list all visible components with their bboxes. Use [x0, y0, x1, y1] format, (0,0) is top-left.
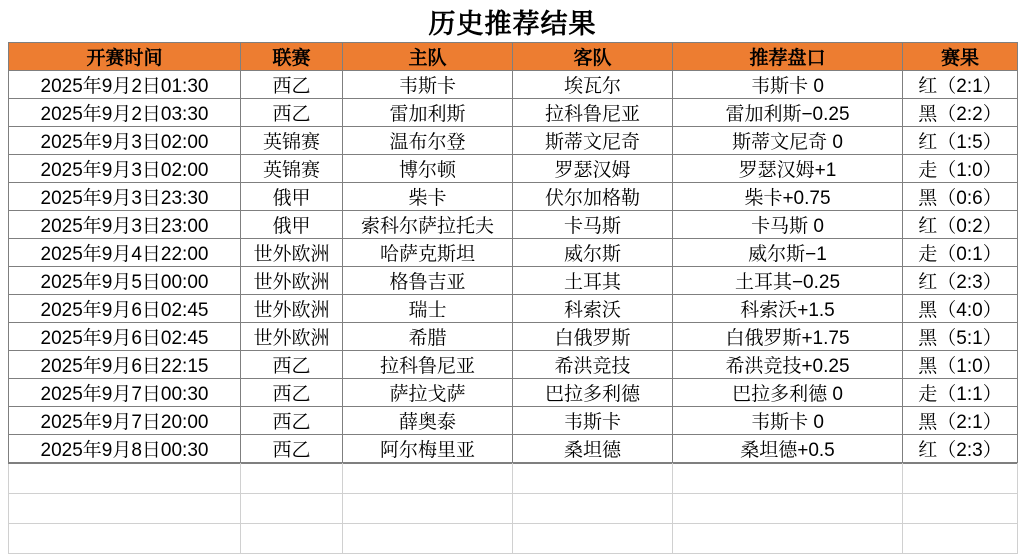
cell-handicap: 威尔斯−1 [673, 239, 903, 267]
empty-cell [9, 464, 241, 494]
cell-away-team: 桑坦德 [513, 435, 673, 463]
cell-result: 黑（2:1） [903, 407, 1018, 435]
empty-cell [513, 524, 673, 554]
cell-home-team: 索科尔萨拉托夫 [343, 211, 513, 239]
empty-cell [343, 524, 513, 554]
cell-league: 英锦赛 [241, 127, 343, 155]
cell-time: 2025年9月2日03:30 [9, 99, 241, 127]
cell-time: 2025年9月6日02:45 [9, 323, 241, 351]
cell-home-team: 哈萨克斯坦 [343, 239, 513, 267]
cell-away-team: 罗瑟汉姆 [513, 155, 673, 183]
cell-handicap: 韦斯卡 0 [673, 71, 903, 99]
cell-away-team: 埃瓦尔 [513, 71, 673, 99]
column-header-league: 联赛 [241, 43, 343, 71]
cell-home-team: 希腊 [343, 323, 513, 351]
cell-handicap: 柴卡+0.75 [673, 183, 903, 211]
cell-handicap: 桑坦德+0.5 [673, 435, 903, 463]
cell-handicap: 罗瑟汉姆+1 [673, 155, 903, 183]
empty-row [9, 494, 1018, 524]
column-header-away-team: 客队 [513, 43, 673, 71]
cell-time: 2025年9月5日00:00 [9, 267, 241, 295]
cell-time: 2025年9月3日23:00 [9, 211, 241, 239]
column-header-time: 开赛时间 [9, 43, 241, 71]
empty-row [9, 524, 1018, 554]
empty-cell [673, 524, 903, 554]
page-title: 历史推荐结果 [428, 9, 597, 39]
cell-handicap: 卡马斯 0 [673, 211, 903, 239]
cell-league: 英锦赛 [241, 155, 343, 183]
cell-away-team: 威尔斯 [513, 239, 673, 267]
cell-home-team: 瑞士 [343, 295, 513, 323]
cell-league: 西乙 [241, 379, 343, 407]
empty-cell [241, 494, 343, 524]
table-row [9, 407, 1018, 435]
cell-time: 2025年9月7日00:30 [9, 379, 241, 407]
cell-league: 世外欧洲 [241, 295, 343, 323]
cell-time: 2025年9月4日22:00 [9, 239, 241, 267]
cell-time: 2025年9月8日00:30 [9, 435, 241, 463]
table-row [9, 379, 1018, 407]
cell-handicap: 斯蒂文尼奇 0 [673, 127, 903, 155]
cell-result: 黑（5:1） [903, 323, 1018, 351]
cell-handicap: 巴拉多利德 0 [673, 379, 903, 407]
empty-cell [673, 464, 903, 494]
cell-league: 俄甲 [241, 211, 343, 239]
cell-result: 黑（0:6） [903, 183, 1018, 211]
empty-cell [343, 464, 513, 494]
cell-away-team: 白俄罗斯 [513, 323, 673, 351]
cell-handicap: 土耳其−0.25 [673, 267, 903, 295]
cell-result: 走（0:1） [903, 239, 1018, 267]
table-row [9, 351, 1018, 379]
history-results-table [8, 42, 1018, 463]
cell-time: 2025年9月2日01:30 [9, 71, 241, 99]
empty-cell [903, 494, 1018, 524]
cell-home-team: 温布尔登 [343, 127, 513, 155]
table-row [9, 435, 1018, 463]
cell-away-team: 土耳其 [513, 267, 673, 295]
cell-result: 红（2:3） [903, 267, 1018, 295]
cell-home-team: 雷加利斯 [343, 99, 513, 127]
cell-handicap: 雷加利斯−0.25 [673, 99, 903, 127]
cell-home-team: 拉科鲁尼亚 [343, 351, 513, 379]
empty-cell [903, 524, 1018, 554]
cell-away-team: 斯蒂文尼奇 [513, 127, 673, 155]
cell-away-team: 希洪竞技 [513, 351, 673, 379]
empty-cell [343, 494, 513, 524]
empty-cell [241, 464, 343, 494]
empty-cell [903, 464, 1018, 494]
cell-handicap: 韦斯卡 0 [673, 407, 903, 435]
cell-away-team: 伏尔加格勒 [513, 183, 673, 211]
cell-away-team: 巴拉多利德 [513, 379, 673, 407]
cell-league: 世外欧洲 [241, 323, 343, 351]
cell-league: 世外欧洲 [241, 239, 343, 267]
cell-away-team: 拉科鲁尼亚 [513, 99, 673, 127]
cell-league: 西乙 [241, 99, 343, 127]
cell-home-team: 格鲁吉亚 [343, 267, 513, 295]
cell-handicap: 白俄罗斯+1.75 [673, 323, 903, 351]
empty-cell [9, 524, 241, 554]
table-header [9, 43, 1018, 71]
cell-home-team: 柴卡 [343, 183, 513, 211]
table-row [9, 99, 1018, 127]
cell-league: 西乙 [241, 407, 343, 435]
table-row [9, 127, 1018, 155]
column-header-result: 赛果 [903, 43, 1018, 71]
table-row [9, 155, 1018, 183]
table-row [9, 211, 1018, 239]
cell-handicap: 科索沃+1.5 [673, 295, 903, 323]
cell-result: 走（1:0） [903, 155, 1018, 183]
cell-result: 红（2:1） [903, 71, 1018, 99]
empty-cell [241, 524, 343, 554]
table-row [9, 323, 1018, 351]
cell-result: 红（1:5） [903, 127, 1018, 155]
cell-result: 黑（4:0） [903, 295, 1018, 323]
empty-cell [513, 464, 673, 494]
cell-home-team: 韦斯卡 [343, 71, 513, 99]
cell-league: 西乙 [241, 351, 343, 379]
cell-result: 红（2:3） [903, 435, 1018, 463]
cell-home-team: 博尔顿 [343, 155, 513, 183]
cell-league: 西乙 [241, 71, 343, 99]
cell-handicap: 希洪竞技+0.25 [673, 351, 903, 379]
cell-home-team: 阿尔梅里亚 [343, 435, 513, 463]
cell-home-team: 萨拉戈萨 [343, 379, 513, 407]
cell-time: 2025年9月6日02:45 [9, 295, 241, 323]
cell-time: 2025年9月6日22:15 [9, 351, 241, 379]
table-body [9, 71, 1018, 463]
empty-cell [9, 494, 241, 524]
column-header-home-team: 主队 [343, 43, 513, 71]
cell-league: 世外欧洲 [241, 267, 343, 295]
cell-time: 2025年9月7日20:00 [9, 407, 241, 435]
cell-result: 红（0:2） [903, 211, 1018, 239]
cell-time: 2025年9月3日23:30 [9, 183, 241, 211]
empty-cell [513, 494, 673, 524]
table-row [9, 295, 1018, 323]
cell-time: 2025年9月3日02:00 [9, 127, 241, 155]
cell-league: 俄甲 [241, 183, 343, 211]
cell-result: 黑（1:0） [903, 351, 1018, 379]
table-row [9, 183, 1018, 211]
cell-result: 走（1:1） [903, 379, 1018, 407]
table-header-row [9, 43, 1018, 71]
cell-away-team: 科索沃 [513, 295, 673, 323]
cell-away-team: 韦斯卡 [513, 407, 673, 435]
cell-home-team: 薛奥泰 [343, 407, 513, 435]
column-header-handicap: 推荐盘口 [673, 43, 903, 71]
cell-time: 2025年9月3日02:00 [9, 155, 241, 183]
table-row [9, 239, 1018, 267]
cell-away-team: 卡马斯 [513, 211, 673, 239]
empty-row [9, 464, 1018, 494]
table-row [9, 71, 1018, 99]
cell-league: 西乙 [241, 435, 343, 463]
cell-result: 黑（2:2） [903, 99, 1018, 127]
empty-rows-area [8, 463, 1017, 554]
table-row [9, 267, 1018, 295]
empty-cell [673, 494, 903, 524]
